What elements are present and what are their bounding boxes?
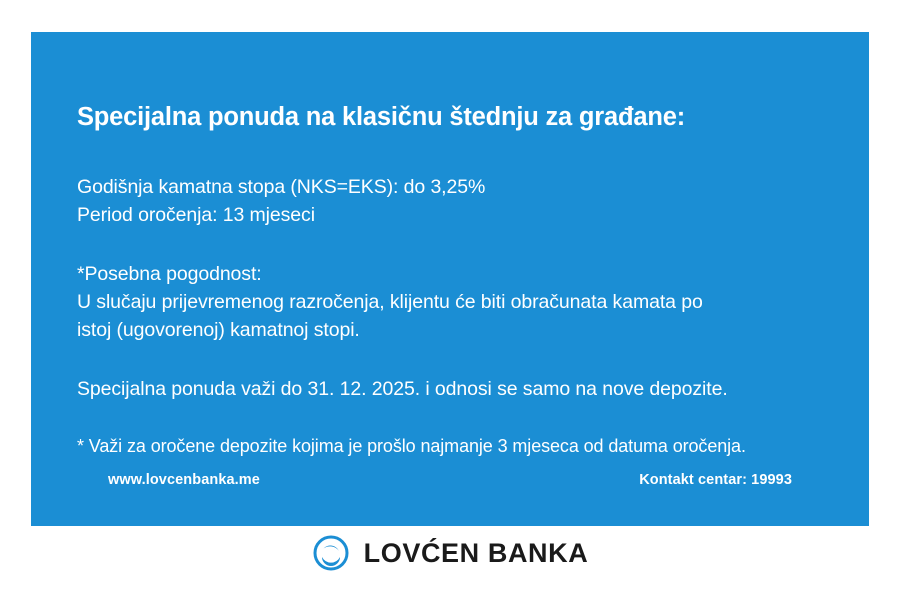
validity-line: Specijalna ponuda važi do 31. 12. 2025. i odnosi se samo na nove depozite.: [77, 378, 728, 401]
benefit-text-line-2: istoj (ugovorenoj) kamatnoj stopi.: [77, 318, 360, 341]
brand-logo: [0, 534, 900, 572]
rate-block: [77, 174, 823, 229]
term-period-line: Period oročenja: 13 mjeseci: [77, 203, 315, 226]
offer-banner: [31, 32, 869, 526]
circle-swirl-icon: [312, 534, 350, 572]
banner-footer: [108, 472, 792, 488]
benefit-text-line-1: U slučaju prijevremenog razročenja, klijentu će biti obračunata kamata po: [77, 290, 703, 313]
footnote-block: [77, 434, 823, 460]
interest-rate-line: Godišnja kamatna stopa (NKS=EKS): do 3,25%: [77, 175, 486, 198]
benefit-title-line: *Posebna pogodnost:: [77, 263, 262, 286]
benefit-block: [77, 261, 823, 344]
website-link[interactable]: www.lovcenbanka.me: [108, 472, 260, 488]
validity-block: [77, 376, 823, 404]
page-title: Specijalna ponuda na klasičnu štednju za građane:: [77, 103, 686, 131]
footnote-line: * Važi za oročene depozite kojima je prošlo najmanje 3 mjeseca od datuma oročenja.: [77, 436, 746, 456]
brand-name: LOVĆEN BANKA: [363, 537, 589, 568]
contact-center-text: Kontakt centar: 19993: [639, 472, 792, 488]
